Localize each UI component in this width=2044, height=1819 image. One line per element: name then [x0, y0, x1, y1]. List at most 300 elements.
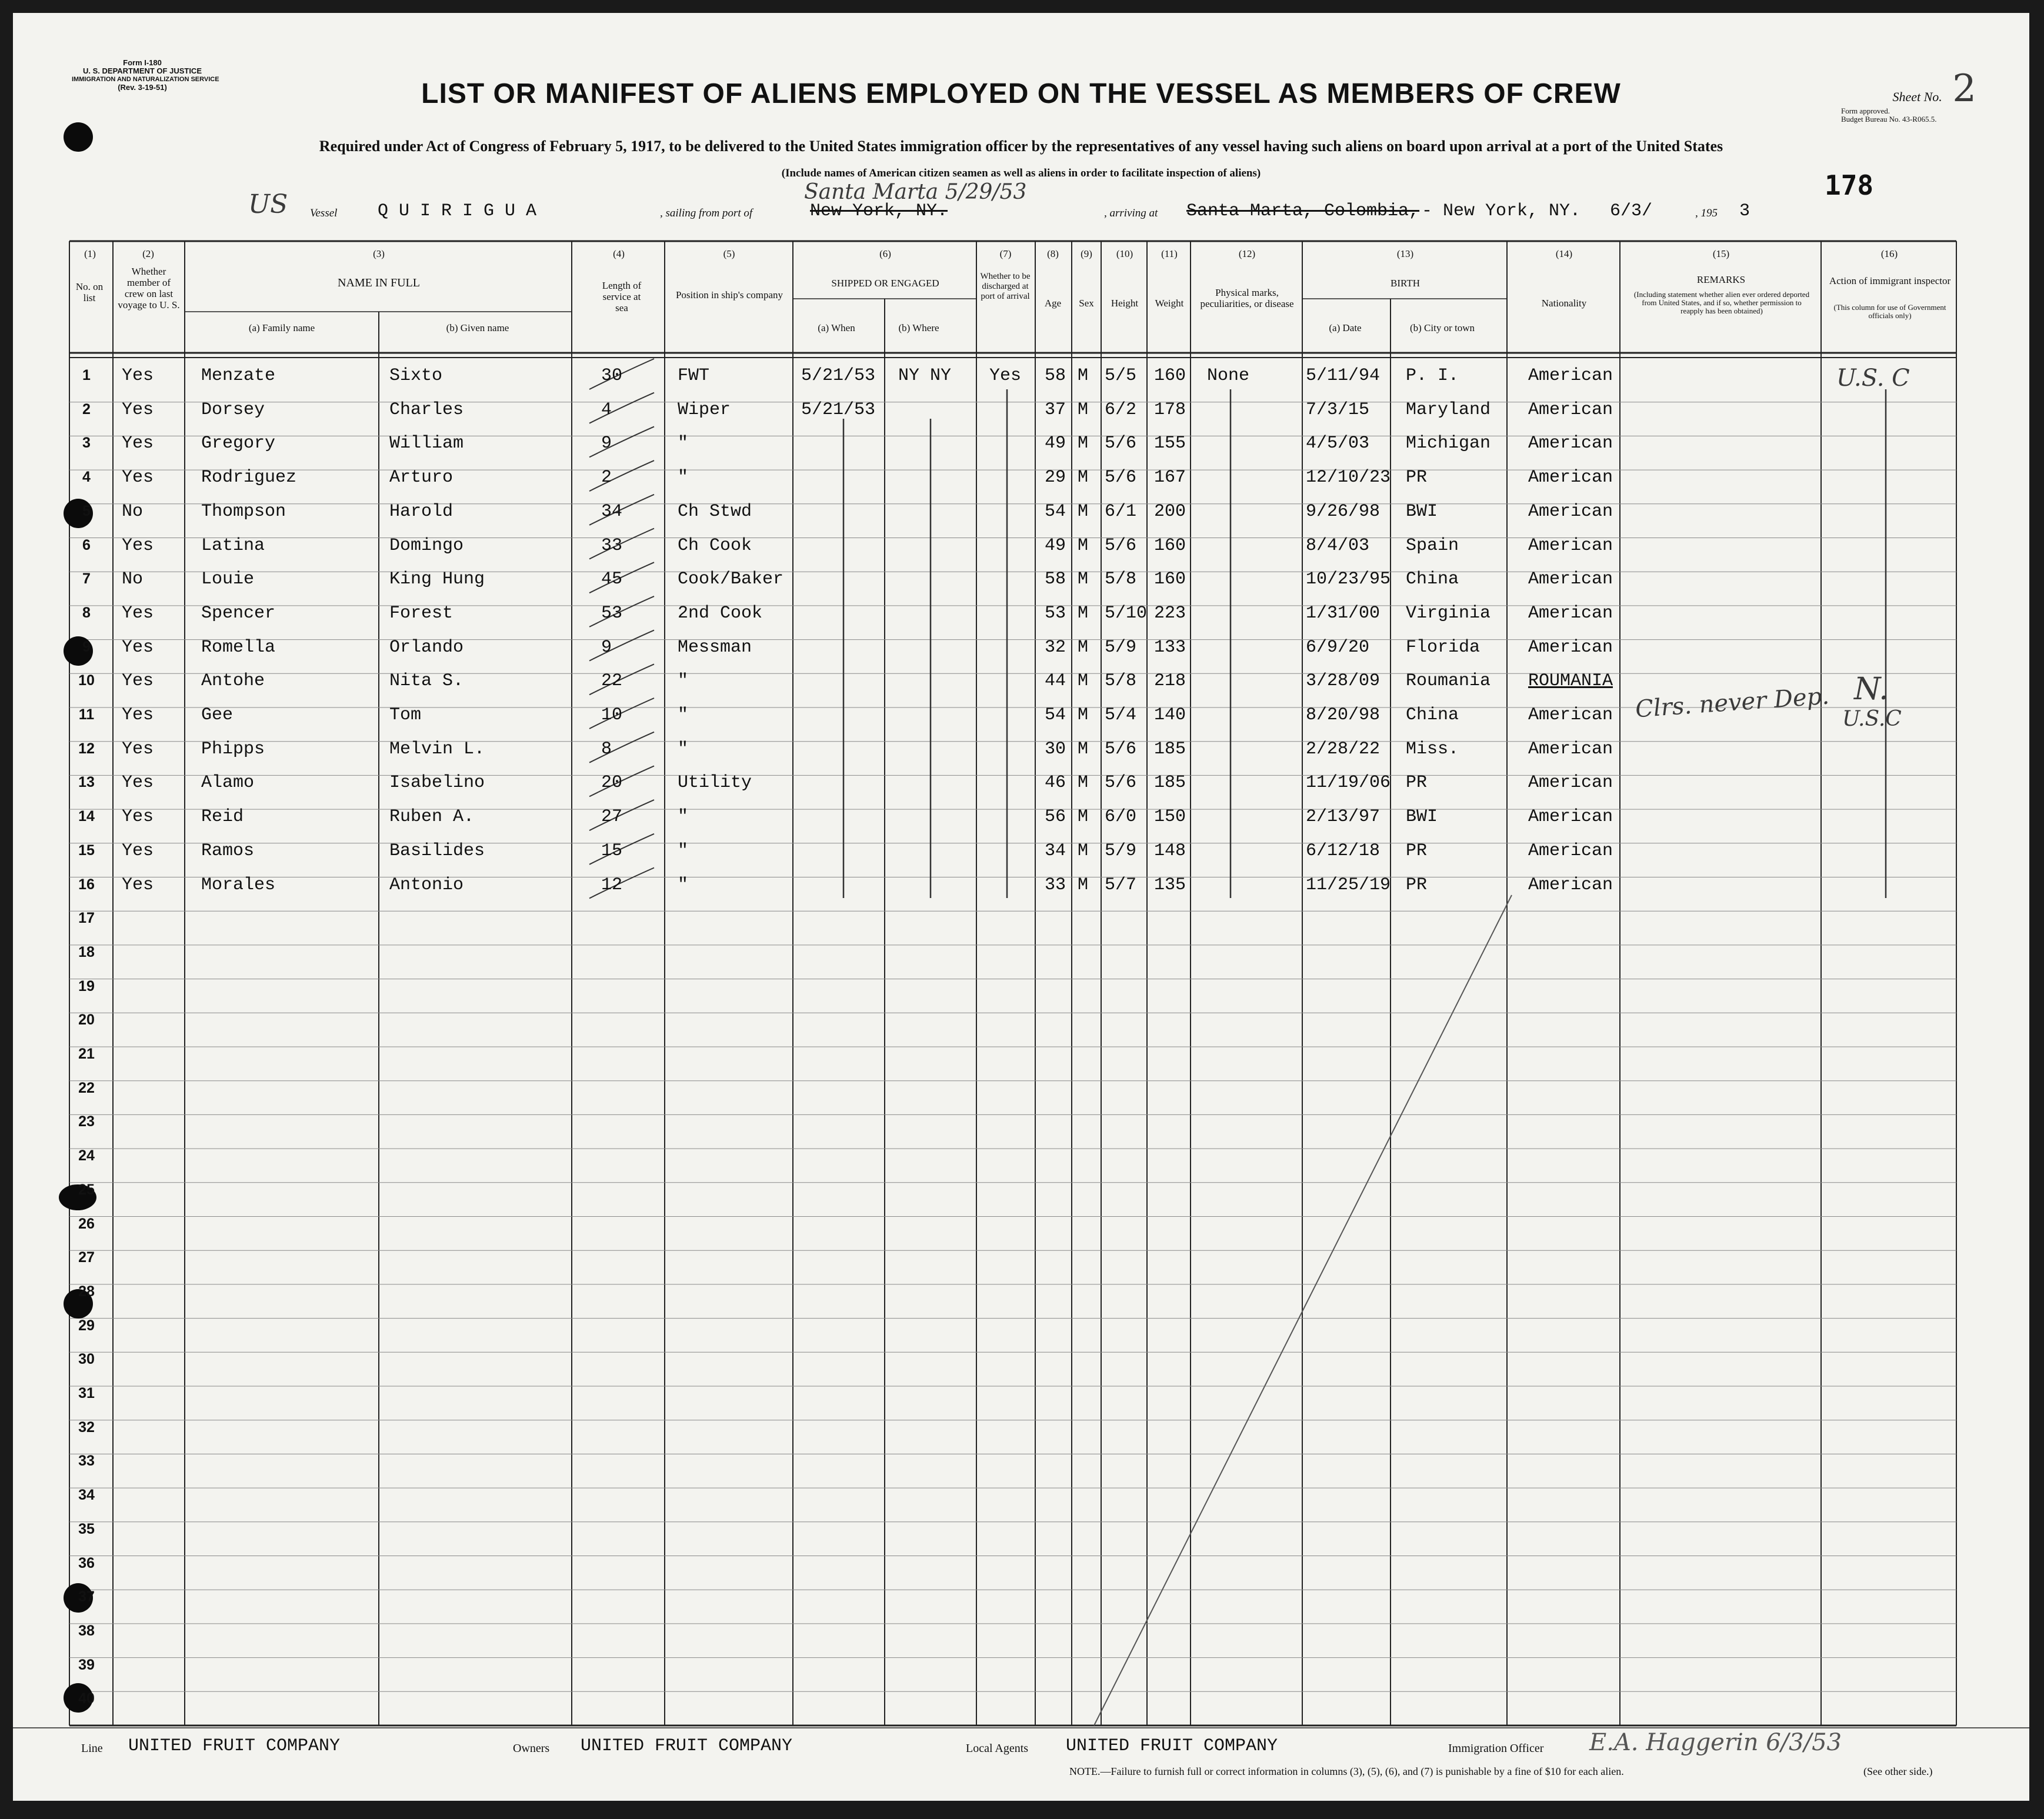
cell-position: Cook/Baker — [678, 569, 784, 590]
col-num: (9) — [1081, 248, 1092, 259]
owners-value: UNITED FRUIT COMPANY — [581, 1736, 793, 1756]
cell-bdate: 8/20/98 — [1306, 705, 1381, 725]
col-header-when: (a) When — [818, 322, 855, 333]
cell-given: Forest — [389, 603, 454, 623]
cell-position: " — [678, 671, 689, 692]
row-number: 12 — [78, 740, 95, 757]
cell-weight: 160 — [1154, 569, 1186, 590]
col-num: (3) — [373, 248, 385, 259]
cell-bdate: 5/11/94 — [1306, 366, 1381, 386]
cell-height: 5/10 — [1105, 603, 1148, 623]
cell-prev: Yes — [122, 399, 154, 420]
cell-given: Domingo — [389, 535, 464, 556]
cell-service: 45 — [601, 569, 623, 590]
row-number: 27 — [78, 1249, 95, 1266]
cell-sex: M — [1078, 569, 1089, 590]
vessel-name: Q U I R I G U A — [378, 201, 537, 221]
check-mark — [589, 630, 654, 661]
cell-position: " — [678, 433, 689, 454]
cell-weight: 148 — [1154, 840, 1186, 861]
cell-weight: 150 — [1154, 807, 1186, 827]
cell-given: Basilides — [389, 840, 485, 861]
inspector-annotation: U.S. C — [1836, 365, 1910, 392]
row-number: 4 — [82, 469, 91, 486]
cell-height: 5/5 — [1105, 366, 1137, 386]
cell-family: Dorsey — [201, 399, 265, 420]
row-number: 9 — [82, 638, 91, 655]
cell-bdate: 11/25/19 — [1306, 875, 1391, 895]
cell-given: Nita S. — [389, 671, 464, 692]
cell-prev: Yes — [122, 773, 154, 793]
col-header-given-name: (b) Given name — [446, 322, 509, 333]
sheet-label: Sheet No. — [1892, 89, 1942, 104]
cell-weight: 133 — [1154, 637, 1186, 657]
cell-bdate: 3/28/09 — [1306, 671, 1381, 692]
cell-height: 5/8 — [1105, 569, 1137, 590]
row-number: 3 — [82, 435, 91, 452]
cell-family: Thompson — [201, 501, 286, 522]
cell-age: 33 — [1045, 875, 1066, 895]
cell-weight: 218 — [1154, 671, 1186, 692]
line-label: Line — [81, 1742, 103, 1755]
see-other-side: (See other side.) — [1863, 1765, 1933, 1777]
col-header-weight: Weight — [1155, 298, 1184, 309]
sailing-port-handwritten: Santa Marta 5/29/53 — [804, 180, 1027, 204]
row-number: 21 — [78, 1046, 95, 1062]
cell-position: " — [678, 875, 689, 895]
cell-position: " — [678, 739, 689, 759]
form-approval — [1841, 107, 1994, 124]
sheet-number — [1892, 67, 1976, 111]
col-num: (5) — [723, 248, 735, 259]
cell-nat: ROUMANIA — [1528, 671, 1613, 692]
row-number: 17 — [78, 910, 95, 927]
row-number: 15 — [78, 842, 95, 859]
cell-sex: M — [1078, 773, 1089, 793]
manifest-sheet — [13, 13, 2029, 1801]
cell-family: Louie — [201, 569, 255, 590]
sailing-label: , sailing from port of — [660, 207, 753, 219]
cell-family: Rodriguez — [201, 468, 297, 488]
row-number: 8 — [82, 604, 91, 621]
cell-weight: 160 — [1154, 535, 1186, 556]
cell-age: 44 — [1045, 671, 1066, 692]
row-number: 2 — [82, 400, 91, 418]
approval-line: Form approved. — [1841, 106, 1890, 115]
cell-sex: M — [1078, 603, 1089, 623]
cell-position: Wiper — [678, 399, 731, 420]
cell-service: 34 — [601, 501, 623, 522]
cell-bcity: Roumania — [1406, 671, 1491, 692]
col-header-marks: Physical marks, peculiarities, or disease — [1200, 287, 1294, 309]
col-num: (14) — [1555, 248, 1573, 259]
cell-sex: M — [1078, 501, 1089, 522]
row-number: 36 — [78, 1554, 95, 1571]
cell-weight: 185 — [1154, 773, 1186, 793]
cell-age: 46 — [1045, 773, 1066, 793]
row-number: 34 — [78, 1487, 95, 1504]
cell-bcity: Maryland — [1406, 399, 1491, 420]
cell-height: 5/9 — [1105, 637, 1137, 657]
year-suffix: 3 — [1739, 201, 1750, 221]
cell-height: 6/2 — [1105, 399, 1137, 420]
cell-bdate: 12/10/23 — [1306, 468, 1391, 488]
cell-position: Messman — [678, 637, 752, 657]
cell-given: Arturo — [389, 468, 454, 488]
vessel-label: Vessel — [310, 207, 338, 219]
cell-sex: M — [1078, 468, 1089, 488]
cell-height: 5/4 — [1105, 705, 1137, 725]
cell-nat: American — [1528, 705, 1613, 725]
cell-nat: American — [1528, 807, 1613, 827]
cell-service: 9 — [601, 637, 612, 657]
col-header-remarks: REMARKS — [1696, 274, 1746, 285]
row-number: 32 — [78, 1419, 95, 1436]
cell-bcity: PR — [1406, 875, 1428, 895]
cell-nat: American — [1528, 501, 1613, 522]
col-num: (1) — [84, 248, 96, 259]
row-number: 31 — [78, 1385, 95, 1401]
col-num: (13) — [1396, 248, 1414, 259]
cell-family: Phipps — [201, 739, 265, 759]
cell-service: 10 — [601, 705, 623, 725]
col-header-position: Position in ship's company — [675, 289, 783, 301]
cell-bdate: 2/13/97 — [1306, 807, 1381, 827]
cell-weight: 185 — [1154, 739, 1186, 759]
cell-bdate: 7/3/15 — [1306, 399, 1370, 420]
cell-nat: American — [1528, 773, 1613, 793]
cell-sex: M — [1078, 366, 1089, 386]
cell-weight: 140 — [1154, 705, 1186, 725]
cell-bcity: Miss. — [1406, 739, 1459, 759]
cell-weight: 200 — [1154, 501, 1186, 522]
row-number: 30 — [78, 1351, 95, 1368]
col-header-shipped: SHIPPED OR ENGAGED — [831, 278, 939, 289]
col-num: (11) — [1161, 248, 1178, 259]
row-number: 6 — [82, 536, 91, 553]
cell-bdate: 1/31/00 — [1306, 603, 1381, 623]
col-header-family-name: (a) Family name — [248, 322, 315, 333]
cell-prev: Yes — [122, 840, 154, 861]
cell-nat: American — [1528, 569, 1613, 590]
col-num: (6) — [879, 248, 891, 259]
cell-bcity: China — [1406, 569, 1459, 590]
row-number: 22 — [78, 1079, 95, 1096]
cell-height: 6/0 — [1105, 807, 1137, 827]
arriving-struck: Santa Marta, Colombia, — [1186, 201, 1420, 221]
cell-prev: Yes — [122, 535, 154, 556]
owners-label: Owners — [513, 1742, 550, 1755]
cell-weight: 223 — [1154, 603, 1186, 623]
col-header-name: NAME IN FULL — [338, 276, 420, 289]
cell-sex: M — [1078, 671, 1089, 692]
cell-age: 49 — [1045, 433, 1066, 454]
cell-bcity: Spain — [1406, 535, 1459, 556]
col-header-birth-date: (a) Date — [1329, 322, 1362, 333]
inspector-annotation: U.S.C — [1842, 707, 1902, 731]
subtitle-note: (Include names of American citizen seamen as well as aliens in order to facilitate inspection of aliens) — [781, 167, 1261, 179]
cell-weight: 155 — [1154, 433, 1186, 454]
cell-prev: Yes — [122, 468, 154, 488]
col-header-birth-city: (b) City or town — [1409, 322, 1475, 333]
cell-bcity: Michigan — [1406, 433, 1491, 454]
cell-nat: American — [1528, 366, 1613, 386]
cell-nat: American — [1528, 603, 1613, 623]
col-num: (12) — [1238, 248, 1256, 259]
row-number: 26 — [78, 1215, 95, 1232]
remarks-annotation: Clrs. never Dep. — [1634, 682, 1830, 723]
cell-service: 4 — [601, 399, 612, 420]
cell-nat: American — [1528, 468, 1613, 488]
cell-height: 5/8 — [1105, 671, 1137, 692]
cell-nat: American — [1528, 637, 1613, 657]
row-number: 7 — [82, 570, 91, 588]
row-number: 1 — [82, 367, 91, 383]
cell-prev: No — [122, 501, 144, 522]
cell-family: Reid — [201, 807, 244, 827]
cell-position: Utility — [678, 773, 752, 793]
cell-bdate: 6/12/18 — [1306, 840, 1381, 861]
cell-height: 5/6 — [1105, 739, 1137, 759]
cell-bcity: BWI — [1406, 807, 1438, 827]
row-number: 20 — [78, 1012, 95, 1029]
cell-service: 22 — [601, 671, 623, 692]
col-header-service: Length of service at sea — [602, 280, 642, 313]
cell-prev: Yes — [122, 603, 154, 623]
cell-height: 5/6 — [1105, 535, 1137, 556]
row-number: 16 — [78, 876, 95, 893]
col-header-age: Age — [1044, 298, 1062, 309]
cell-bcity: Florida — [1406, 637, 1481, 657]
row-number: 5 — [82, 502, 91, 519]
cell-prev: Yes — [122, 807, 154, 827]
cell-sex: M — [1078, 433, 1089, 454]
cell-family: Ramos — [201, 840, 255, 861]
subtitle: Required under Act of Congress of February 5, 1917, to be delivered to the United States immigration officer by the representatives of any vessel having such aliens on board upon arrival at a port of the United States — [319, 138, 1723, 155]
cell-given: Sixto — [389, 366, 443, 386]
row-number: 35 — [78, 1520, 95, 1537]
cell-age: 56 — [1045, 807, 1066, 827]
col-header-sex: Sex — [1079, 298, 1094, 309]
cell-height: 5/6 — [1105, 773, 1137, 793]
cell-prev: Yes — [122, 705, 154, 725]
cell-weight: 135 — [1154, 875, 1186, 895]
cell-position: Ch Stwd — [678, 501, 752, 522]
sailing-port: New York, NY. — [810, 201, 948, 221]
cell-family: Romella — [201, 637, 276, 657]
col-header-no: No. on list — [75, 281, 104, 303]
cell-service: 2 — [601, 468, 612, 488]
cell-family: Gregory — [201, 433, 276, 454]
cell-position: Ch Cook — [678, 535, 752, 556]
cell-position: " — [678, 807, 689, 827]
arriving-port: - New York, NY. — [1422, 201, 1581, 221]
cell-age: 30 — [1045, 739, 1066, 759]
col-header-where: (b) Where — [898, 322, 939, 333]
cell-bcity: China — [1406, 705, 1459, 725]
cell-age: 54 — [1045, 705, 1066, 725]
cell-weight: 167 — [1154, 468, 1186, 488]
col-num: (8) — [1047, 248, 1059, 259]
cell-service: 8 — [601, 739, 612, 759]
cell-weight: 160 — [1154, 366, 1186, 386]
check-mark — [589, 393, 654, 423]
cell-prev: Yes — [122, 875, 154, 895]
cell-given: Harold — [389, 501, 454, 522]
cell-age: 37 — [1045, 399, 1066, 420]
cell-age: 58 — [1045, 366, 1066, 386]
form-id-line: U. S. DEPARTMENT OF JUSTICE — [83, 66, 202, 75]
officer-signature: E.A. Haggerin 6/3/53 — [1589, 1729, 1842, 1756]
cell-marks: None — [1207, 366, 1250, 386]
cell-family: Spencer — [201, 603, 276, 623]
col-num: (7) — [999, 248, 1012, 259]
cell-bdate: 8/4/03 — [1306, 535, 1370, 556]
cell-given: Tom — [389, 705, 422, 725]
check-mark — [589, 426, 654, 457]
row-number: 24 — [78, 1147, 95, 1164]
cell-given: Isabelino — [389, 773, 485, 793]
row-number: 11 — [78, 706, 95, 723]
cell-prev: Yes — [122, 739, 154, 759]
cell-family: Latina — [201, 535, 265, 556]
row-number: 18 — [78, 943, 95, 960]
cell-age: 29 — [1045, 468, 1066, 488]
check-mark — [589, 732, 654, 763]
col-header-nationality: Nationality — [1541, 298, 1587, 309]
cell-age: 54 — [1045, 501, 1066, 522]
col-header-birth: BIRTH — [1391, 278, 1420, 289]
cell-bcity: Virginia — [1406, 603, 1491, 623]
cell-service: 15 — [601, 840, 623, 861]
cell-given: Ruben A. — [389, 807, 475, 827]
cell-given: William — [389, 433, 464, 454]
cell-height: 5/7 — [1105, 875, 1137, 895]
cell-position: " — [678, 468, 689, 488]
cell-family: Gee — [201, 705, 234, 725]
col-header-height: Height — [1111, 298, 1139, 309]
arrival-date: 6/3/ — [1610, 201, 1653, 221]
cell-bdate: 2/28/22 — [1306, 739, 1381, 759]
cell-bcity: P. I. — [1406, 366, 1459, 386]
col-num: (15) — [1712, 248, 1730, 259]
col-num: (4) — [613, 248, 625, 259]
cell-bcity: PR — [1406, 773, 1428, 793]
cell-bdate: 4/5/03 — [1306, 433, 1370, 454]
col-header-inspector-detail: (This column for use of Government officials only) — [1833, 303, 1946, 320]
cell-when: 5/21/53 — [801, 366, 876, 386]
cell-weight: 178 — [1154, 399, 1186, 420]
cell-height: 5/9 — [1105, 840, 1137, 861]
cell-service: 9 — [601, 433, 612, 454]
row-number: 10 — [78, 672, 95, 689]
row-number: 40 — [78, 1690, 95, 1707]
cell-given: Charles — [389, 399, 464, 420]
cell-bcity: BWI — [1406, 501, 1438, 522]
cell-sex: M — [1078, 840, 1089, 861]
row-number: 13 — [78, 774, 95, 791]
row-number: 19 — [78, 977, 95, 994]
col-num: (10) — [1116, 248, 1133, 259]
cell-prev: No — [122, 569, 144, 590]
cell-sex: M — [1078, 875, 1089, 895]
cell-sex: M — [1078, 739, 1089, 759]
row-number: 33 — [78, 1453, 95, 1470]
agents-value: UNITED FRUIT COMPANY — [1066, 1736, 1278, 1756]
cell-nat: American — [1528, 433, 1613, 454]
sheet-value: 2 — [1952, 67, 1976, 111]
approval-line: Budget Bureau No. 43-R065.5. — [1841, 115, 1937, 124]
row-number: 23 — [78, 1113, 95, 1130]
form-id-line: Form I-180 — [123, 58, 162, 67]
row-number: 25 — [78, 1181, 95, 1198]
cell-age: 53 — [1045, 603, 1066, 623]
cell-age: 58 — [1045, 569, 1066, 590]
cell-bdate: 10/23/95 — [1306, 569, 1391, 590]
cell-height: 5/6 — [1105, 468, 1137, 488]
col-header-last-voyage: Whether member of crew on last voyage to U. S. — [118, 266, 180, 311]
cell-bdate: 11/19/06 — [1306, 773, 1391, 793]
col-num: (2) — [142, 248, 154, 259]
check-mark — [589, 460, 654, 491]
cell-sex: M — [1078, 637, 1089, 657]
cell-age: 34 — [1045, 840, 1066, 861]
penalty-note: NOTE.—Failure to furnish full or correct information in columns (3), (5), (6), and (7) is punishable by a fine of $10 for each alien. — [1069, 1765, 1624, 1777]
row-number: 38 — [78, 1622, 95, 1639]
cell-prev: Yes — [122, 433, 154, 454]
row-number: 14 — [78, 808, 95, 825]
cell-given: Orlando — [389, 637, 464, 657]
page-title: LIST OR MANIFEST OF ALIENS EMPLOYED ON THE VESSEL AS MEMBERS OF CREW — [421, 78, 1621, 109]
col-header-remarks-detail: (Including statement whether alien ever ordered deported from United States, and if so, whether permission to reapply has been obtained) — [1633, 290, 1810, 315]
form-id-line: IMMIGRATION AND NATURALIZATION SERVICE — [72, 76, 219, 83]
cell-family: Antohe — [201, 671, 265, 692]
cell-bdate: 6/9/20 — [1306, 637, 1370, 657]
cell-family: Alamo — [201, 773, 255, 793]
cell-disch: Yes — [989, 366, 1022, 386]
agents-label: Local Agents — [966, 1742, 1029, 1755]
officer-label: Immigration Officer — [1448, 1742, 1544, 1755]
cell-service: 12 — [601, 875, 623, 895]
cell-prev: Yes — [122, 366, 154, 386]
arriving-label: , arriving at — [1104, 207, 1158, 219]
row-number: 39 — [78, 1656, 95, 1673]
cell-age: 49 — [1045, 535, 1066, 556]
col-num: (16) — [1880, 248, 1898, 259]
cell-nat: American — [1528, 739, 1613, 759]
cell-height: 6/1 — [1105, 501, 1137, 522]
cell-prev: Yes — [122, 637, 154, 657]
vessel-prefix-handwritten: US — [248, 189, 288, 219]
cell-position: " — [678, 840, 689, 861]
cell-bcity: PR — [1406, 468, 1428, 488]
cell-nat: American — [1528, 399, 1613, 420]
cell-position: FWT — [678, 366, 710, 386]
cell-sex: M — [1078, 705, 1089, 725]
cell-sex: M — [1078, 399, 1089, 420]
cell-given: King Hung — [389, 569, 485, 590]
inspector-annotation: N. — [1854, 672, 1889, 707]
cell-sex: M — [1078, 807, 1089, 827]
cell-nat: American — [1528, 535, 1613, 556]
col-header-discharged: Whether to be discharged at port of arrival — [980, 272, 1031, 301]
cell-given: Melvin L. — [389, 739, 485, 759]
cell-service: 27 — [601, 807, 623, 827]
year-prefix: , 195 — [1695, 207, 1718, 219]
cell-service: 30 — [601, 366, 623, 386]
cell-sex: M — [1078, 535, 1089, 556]
cell-given: Antonio — [389, 875, 464, 895]
